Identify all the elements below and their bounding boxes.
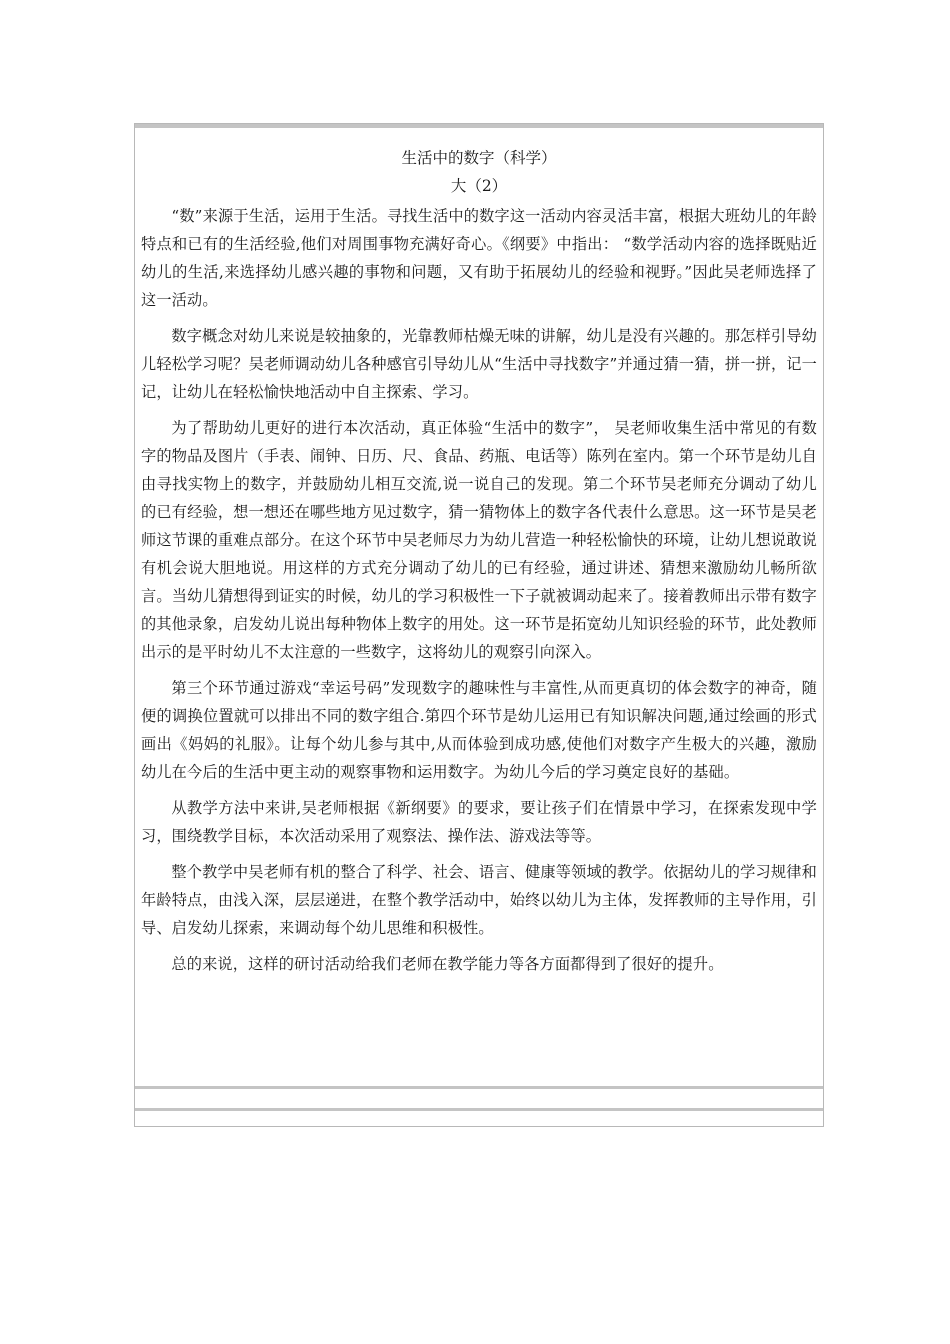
paragraph-2: 数字概念对幼儿来说是较抽象的，光靠教师枯燥无味的讲解，幼儿是没有兴趣的。那怎样引导幼儿轻松学习呢？吴老师调动幼儿各种感官引导幼儿从“生活中寻找数字”并通过猜一猜，拼一拼，记一记，让幼儿在轻松愉快地活动中自主探索、学习。	[141, 327, 817, 401]
table-divider-upper	[135, 1086, 823, 1089]
document-title: 生活中的数字（科学）	[401, 149, 557, 167]
table-divider-lower	[135, 1108, 823, 1111]
paragraph-4: 第三个环节通过游戏“幸运号码”发现数字的趣味性与丰富性,从而更真切的体会数字的神奇，随便的调换位置就可以排出不同的数字组合.第四个环节是幼儿运用已有知识解决问题,通过绘画的形式画出《妈妈的礼服》。让每个幼儿参与其中,从而体验到成功感,使他们对数字产生极大的兴趣，激励幼儿在今后的生活中更主动的观察事物和运用数字。为幼儿今后的学习奠定良好的基础。	[141, 679, 817, 781]
document-subtitle: 大（2）	[450, 177, 508, 195]
paragraph-3: 为了帮助幼儿更好的进行本次活动，真正体验“生活中的数字”， 吴老师收集生活中常见的有数字的物品及图片（手表、闹钟、日历、尺、食品、药瓶、电话等）陈列在室内。第一个环节是幼儿自由寻找实物上的数字，并鼓励幼儿相互交流,说一说自己的发现。第二个环节吴老师充分调动了幼儿的已有经验，想一想还在哪些地方见过数字，猜一猜物体上的数字各代表什么意思。这一环节是吴老师这节课的重难点部分。在这个环节中吴老师尽力为幼儿营造一种轻松愉快的环境，让幼儿想说敢说有机会说大胆地说。用这样的方式充分调动了幼儿的已有经验，通过讲述、猜想来激励幼儿畅所欲言。当幼儿猜想得到证实的时候，幼儿的学习积极性一下子就被调动起来了。接着教师出示带有数字的其他录象，启发幼儿说出每种物体上数字的用处。这一环节是拓宽幼儿知识经验的环节，此处教师出示的是平时幼儿不太注意的一些数字，这将幼儿的观察引向深入。	[141, 419, 817, 661]
frame-top-rule	[135, 124, 823, 128]
paragraph-5: 从教学方法中来讲,吴老师根据《新纲要》的要求，要让孩子们在情景中学习，在探索发现中学习，围绕教学目标，本次活动采用了观察法、操作法、游戏法等等。	[141, 799, 817, 845]
paragraph-7: 总的来说，这样的研讨活动给我们老师在教学能力等各方面都得到了很好的提升。	[171, 955, 724, 973]
paragraph-6: 整个教学中吴老师有机的整合了科学、社会、语言、健康等领域的教学。依据幼儿的学习规律和年龄特点，由浅入深，层层递进，在整个教学活动中，始终以幼儿为主体，发挥教师的主导作用，引导、启发幼儿探索，来调动每个幼儿思维和积极性。	[141, 863, 817, 937]
document-frame	[134, 123, 824, 1127]
document-body	[141, 144, 817, 986]
paragraph-1: “数”来源于生活，运用于生活。寻找生活中的数字这一活动内容灵活丰富，根据大班幼儿的年龄特点和已有的生活经验,他们对周围事物充满好奇心。《纲要》中指出： “数学活动内容的选择既贴近幼儿的生活,来选择幼儿感兴趣的事物和问题，又有助于拓展幼儿的经验和视野。”因此吴老师选择了这一活动。	[141, 207, 817, 309]
